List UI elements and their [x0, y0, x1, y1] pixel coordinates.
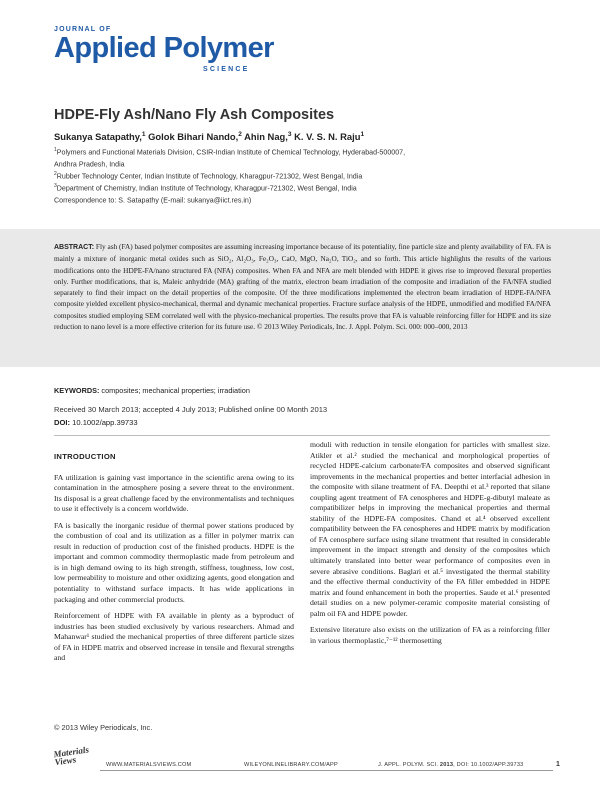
correspondence: Correspondence to: S. Satapathy (E-mail: sukanya@iict.res.in) [54, 196, 252, 205]
abstract-body: Fly ash (FA) based polymer composites are assuming increasing importance because of its potentiality, fine particle size and plenty availability of FA. FA is mainly a mixture of inorganic metal oxides such as SiO₂, Al₂O₃, Fe₂O₃, CaO, MgO, Na₂O, TiO₂, and so forth. This article highlights the results of the various modifications onto the HDPE-FA/nano structured FA (NFA) composites. When FA and NFA are melt blended with HDPE it gives rise to improved flexural properties only. Further modifications, that is, Maleic anhydride (MA) grafting of the matrix, electron beam irradiation of the composite and irradiation of the FA/NFA studied separately to find their impact on the detail properties of the composite. Of the three modifications implemented the electron beam irradiation of HDPE-FA/NFA composite yielded excellent physico-mechanical, thermal and dynamic mechanical properties. Fracture surface analysis of the HDPE, unmodified and modified FA/NFA composites studied employing SEM correlated well with the physico-mechanical properties. The results prove that FA is valuable reinforcing filler for HDPE and its size reduction to nano level is a more effective criterion for its future use. © 2013 Wiley Periodicals, Inc. J. Appl. Polym. Sci. 000: 000–000, 2013 [54, 242, 551, 332]
author[interactable]: Ahin Nag,$^3$ [241, 131, 292, 143]
paragraph: FA utilization is gaining vast importance in the scientific arena owing to its contamination in the atmosphere posing a severe threat to the environment. Its disposal is a great challenge faced by the environmentalists and techniques to use it effectively is a concern worldwide. [54, 472, 294, 514]
keywords-list: composites; mechanical properties; irradiation [99, 386, 250, 395]
body-column-left [54, 452, 294, 670]
journal-logo-name: Applied Polymer [54, 32, 274, 64]
affiliation: $^2$Rubber Technology Center, Indian Institute of Technology, Kharagpur-721302, West Bengal, India [54, 171, 363, 181]
paragraph: Reinforcement of HDPE with FA available in plenty as a byproduct of industries has been studied exclusively by various researchers. Ahmad and Mahanwar¹ studied the mechanical properties of three different particle sizes of FA in HDPE matrix and observed increase in tensile and flexural strengths and [54, 611, 294, 663]
section-heading: INTRODUCTION [54, 452, 116, 461]
author[interactable]: Sukanya Satapathy,$^1$ [54, 131, 146, 143]
paragraph: moduli with reduction in tensile elongation for particles with smallest size. Atikler et al.² studied the mechanical and morphological properties of recycled HDPE-calcium carbonate/FA composites and observed significant improvements in the mechanical properties and better interfacial adhesion in the composite with silane treatment of FA. Deepthi et al.³ reported that silane coupling agent treatment of FA cenospheres and HDPE-g-dibutyl maleate as compatibilizer helps in improving the mechanical properties and thermal stability of the HDPE-FA composites. Chand et al.⁴ observed excellent compatibility between the FA cenospheres and HDPE matrix by modification of FA cenosphere surface using silane treatment that resulted in considerable improvement in the impact strength and density of the composites which ultimately translated into better wear performance of composites even in severe abrasive conditions. Baglari et al.⁵ investigated the thermal stability and the effective thermal conductivity of the FA filler embedded in HDPE matrix and found enhancement in both the properties. Saude et al.⁶ presented detail studies on a new polymer-ceramic composite material consisting of palm oil FA and HDPE powder. [310, 440, 550, 618]
abstract-box [0, 229, 600, 367]
wiley-library-link[interactable]: WILEYONLINELIBRARY.COM/APP [244, 762, 338, 768]
journal-logo-top: JOURNAL OF [54, 26, 112, 33]
divider [54, 435, 550, 436]
article-title: HDPE-Fly Ash/Nano Fly Ash Composites [54, 107, 335, 123]
copyright: © 2013 Wiley Periodicals, Inc. [54, 723, 153, 732]
doi-link[interactable]: 10.1002/app.39733 [70, 418, 138, 427]
author-list [54, 131, 364, 142]
affiliation: $^1$Polymers and Functional Materials Division, CSIR-Indian Institute of Chemical Technology, Hyderabad-500007, [54, 147, 406, 157]
publication-history: Received 30 March 2013; accepted 4 July 2013; Published online 00 Month 2013 [54, 405, 328, 414]
author[interactable]: Golok Bihari Nando,$^2$ [145, 131, 242, 143]
materialsviews-link[interactable]: WWW.MATERIALSVIEWS.COM [106, 762, 192, 768]
publisher-logo: Materials Views [52, 744, 90, 768]
keywords-label: KEYWORDS: [54, 386, 100, 395]
footer-divider [100, 770, 553, 771]
doi [54, 418, 138, 427]
doi-label: DOI: [54, 418, 71, 427]
paragraph: Extensive literature also exists on the utilization of FA as a reinforcing filler in various thermoplastic,⁷⁻¹² thermosetting [310, 625, 550, 645]
abstract-label: ABSTRACT: [54, 244, 95, 251]
keywords [54, 386, 250, 395]
journal-reference: J. APPL. POLYM. SCI. 2013, DOI: 10.1002/APP.39733 [378, 762, 524, 768]
journal-logo [54, 26, 284, 88]
page-number: 1 [556, 761, 561, 768]
abstract-text [54, 241, 551, 332]
affiliation: Andhra Pradesh, India [54, 160, 125, 169]
journal-logo-bottom: SCIENCE [203, 66, 250, 73]
body-column-right [310, 440, 550, 652]
affiliation: $^3$Department of Chemistry, Indian Institute of Technology, Kharagpur-721302, West Bengal, India [54, 183, 357, 193]
paragraph: FA is basically the inorganic residue of thermal power stations produced by the combustion of coal and its utilization as a filler in polymer matrix can result in reduction of production cost of the finished products. HDPE is the important and common commodity thermoplastic made from petroleum and is in high demand owing to its high strength, stiffness, toughness, low cost, low permeability to moisture and other oxidizing agents, good elongation and potentiality to withstand surface impacts. It has wide applications in packaging and other commercial products. [54, 520, 294, 604]
author[interactable]: K. V. S. N. Raju$^1$ [291, 131, 365, 143]
